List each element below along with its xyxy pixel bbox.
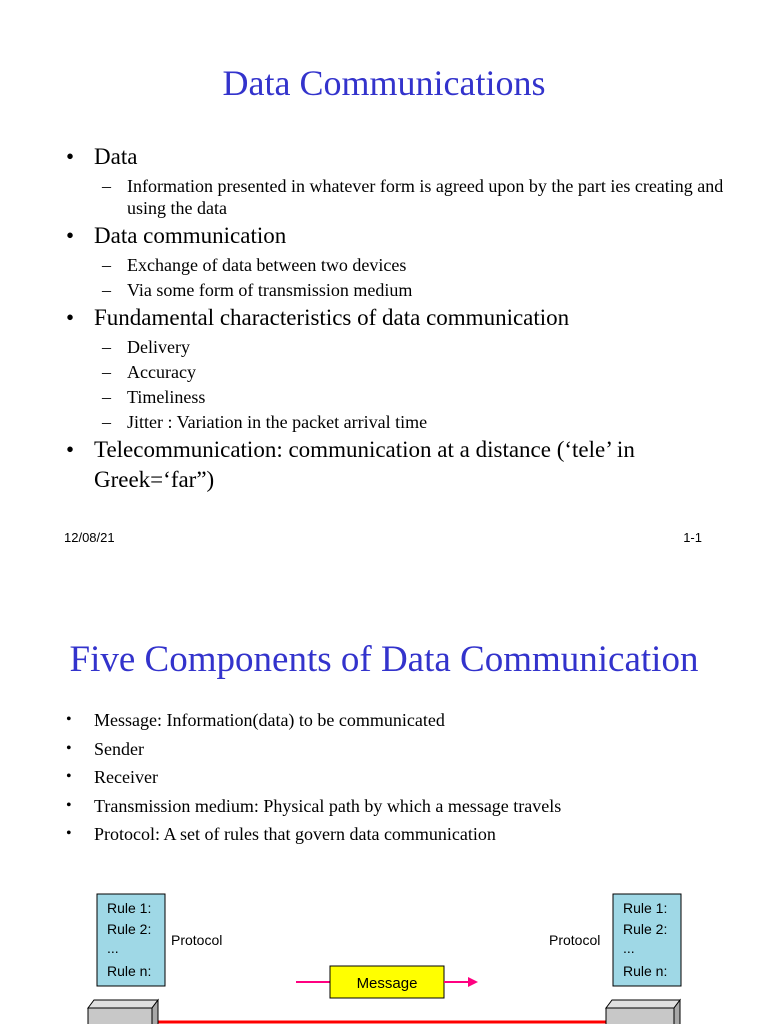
slide-title: Five Components of Data Communication: [69, 639, 699, 680]
bullet-text: Data: [94, 144, 138, 169]
sub-bullet-list: [94, 254, 724, 301]
sub-bullet-text: Timeliness: [127, 387, 206, 407]
bullet-marker: •: [66, 825, 72, 842]
bullet-marker: •: [66, 711, 72, 728]
receiver-device-top: [606, 1000, 680, 1008]
sub-bullet-marker: –: [102, 255, 111, 275]
left-rule-n: Rule n:: [107, 963, 152, 979]
slide-date: 12/08/21: [64, 530, 115, 545]
components-diagram: [0, 600, 768, 1024]
sub-bullet-marker: –: [102, 387, 111, 407]
bullet-marker: •: [66, 305, 75, 330]
sub-bullet-item: [94, 361, 724, 383]
sub-bullet-marker: –: [102, 362, 111, 382]
sub-bullet-item: [94, 336, 724, 358]
bullet-marker: •: [66, 768, 72, 785]
sub-bullet-item: [94, 279, 724, 301]
left-rule-1: Rule 1:: [107, 900, 152, 916]
slide-title: Data Communications: [222, 63, 546, 103]
bullet-marker: •: [66, 739, 72, 757]
left-rule-2: Rule 2:: [107, 921, 152, 937]
sub-bullet-item: [94, 254, 724, 276]
sender-device-top: [88, 1000, 158, 1008]
sub-bullet-item: [94, 386, 724, 408]
sub-bullet-text: Via some form of transmission medium: [127, 280, 413, 300]
right-rule-n: Rule n:: [623, 963, 668, 979]
bullet-text: Fundamental characteristics of data communication: [94, 305, 570, 330]
bullet-text: Message: Information(data) to be communicated: [94, 710, 445, 730]
sub-bullet-marker: –: [102, 337, 111, 357]
sub-bullet-text: Information presented in whatever form is agreed upon by the part ies creating and using the data: [127, 176, 724, 218]
right-rule-1: Rule 1:: [623, 900, 668, 916]
slide-number: 1-1: [683, 530, 702, 545]
bullet-text: Transmission medium: Physical path by which a message travels: [94, 795, 562, 816]
sub-bullet-marker: –: [102, 412, 111, 432]
bullet-item: [64, 435, 724, 495]
right-protocol-label: Protocol: [549, 932, 601, 948]
left-protocol-label: Protocol: [171, 932, 223, 948]
sub-bullet-text: Accuracy: [127, 362, 196, 382]
slide-five-components: [0, 600, 768, 1024]
sub-bullet-text: Delivery: [127, 337, 190, 357]
bullet-text: Data communication: [94, 223, 287, 248]
bullet-text: Protocol: A set of rules that govern data communication: [94, 824, 496, 844]
message-label: Message: [356, 975, 418, 992]
right-rule-ellipsis: ...: [623, 940, 635, 956]
bullet-item: [64, 142, 724, 219]
bullet-item: [64, 303, 724, 433]
sub-bullet-text: Exchange of data between two devices: [127, 255, 407, 275]
bullet-list: [64, 140, 724, 495]
left-rule-ellipsis: ...: [107, 940, 119, 956]
right-rule-2: Rule 2:: [623, 921, 668, 937]
bullet-text: Receiver: [94, 767, 158, 787]
sub-bullet-marker: –: [102, 280, 111, 300]
sub-bullet-item: [94, 411, 724, 433]
sender-device: [88, 1008, 152, 1024]
sub-bullet-text: Jitter : Variation in the packet arrival time: [127, 412, 428, 432]
receiver-device: [606, 1008, 674, 1024]
sub-bullet-marker: –: [102, 176, 111, 196]
bullet-item: [64, 221, 724, 301]
bullet-marker: •: [66, 223, 75, 248]
bullet-text: Sender: [94, 738, 144, 759]
sub-bullet-item: [94, 175, 724, 219]
bullet-marker: •: [66, 437, 75, 462]
sub-bullet-list: [94, 175, 724, 219]
message-arrow-head: [468, 977, 478, 987]
sub-bullet-list: [94, 336, 724, 433]
bullet-marker: •: [66, 796, 72, 814]
bullet-marker: •: [66, 144, 75, 169]
bullet-text: Telecommunication: communication at a distance (‘tele’ in Greek=‘far”): [94, 437, 635, 492]
